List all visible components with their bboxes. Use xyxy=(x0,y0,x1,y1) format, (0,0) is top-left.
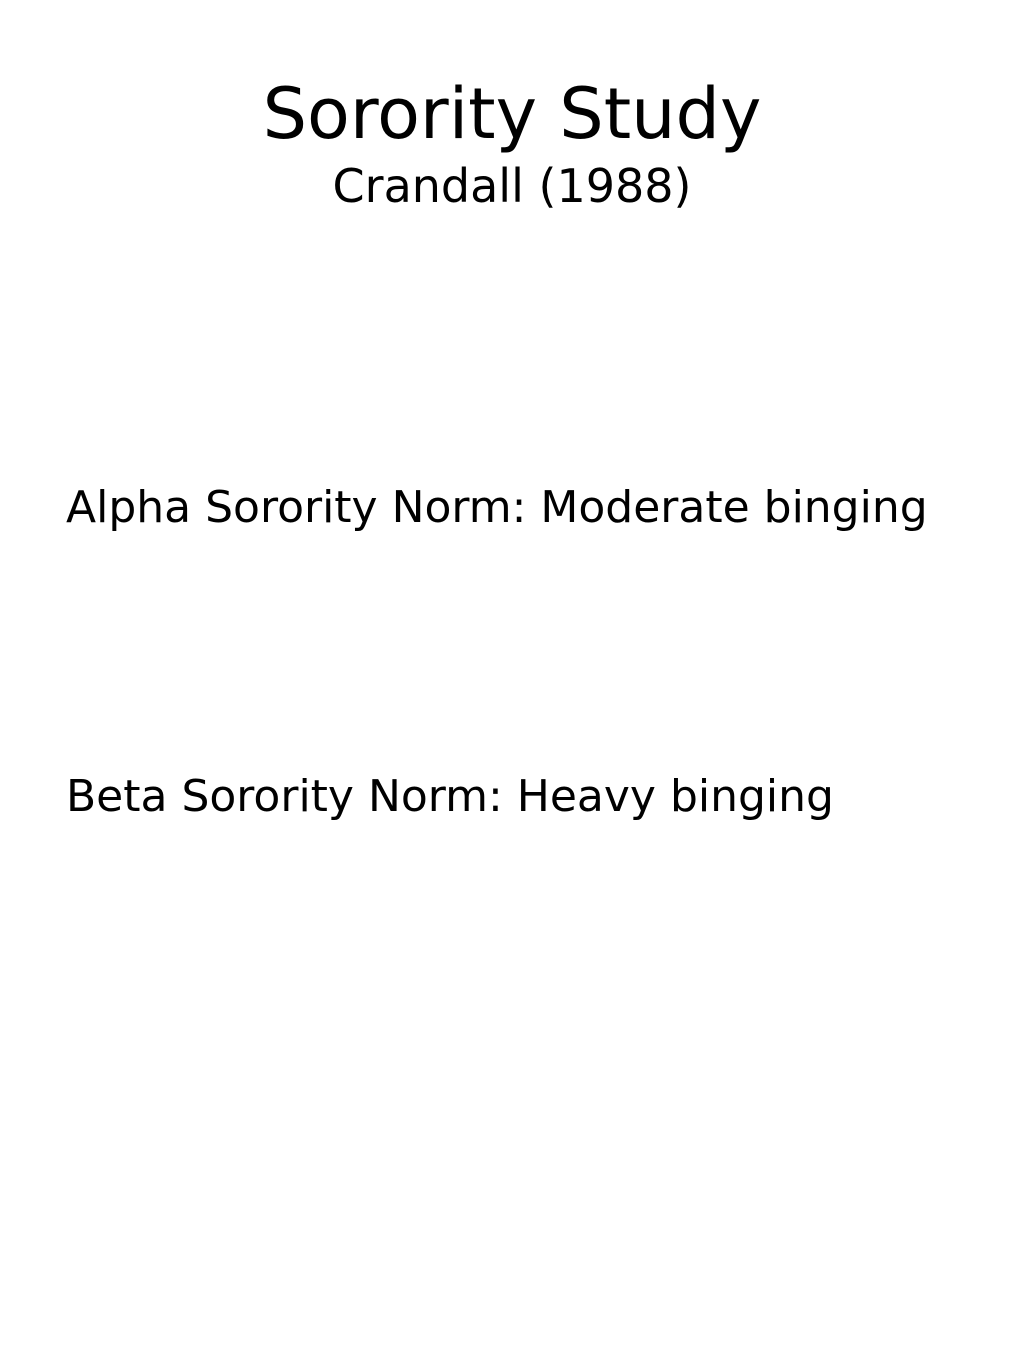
alpha-sorority-norm: Alpha Sorority Norm: Moderate binging xyxy=(66,482,928,533)
slide-title: Sorority Study xyxy=(262,73,762,155)
beta-sorority-norm: Beta Sorority Norm: Heavy binging xyxy=(66,771,834,822)
slide-subtitle: Crandall (1988) xyxy=(332,159,692,213)
title-block xyxy=(0,70,1024,214)
